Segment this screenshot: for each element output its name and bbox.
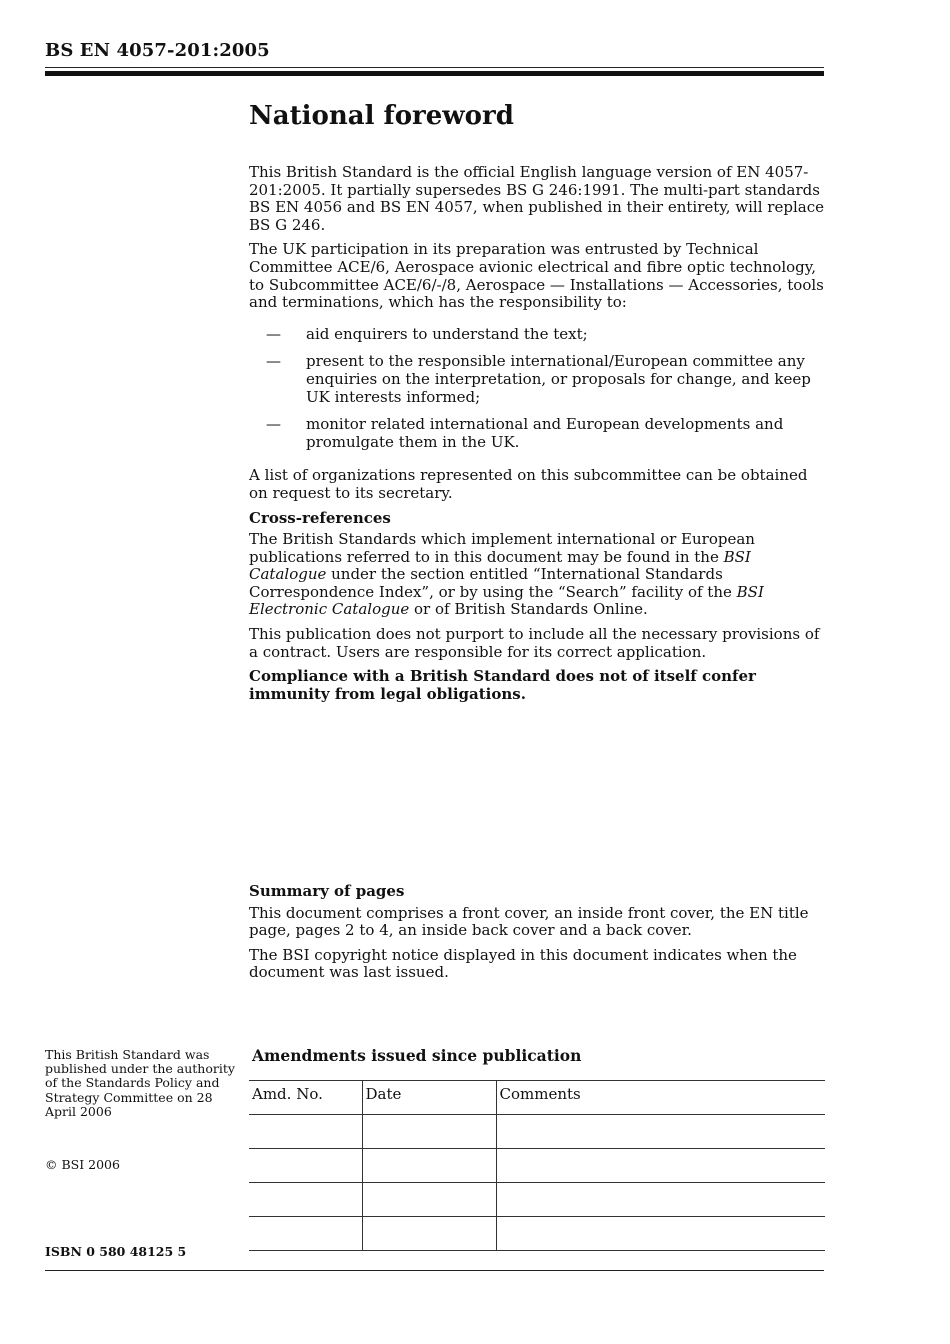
table-cell [362, 1183, 496, 1217]
text-run: The British Standards which implement international or European publications referred to in this document may be found in the [249, 530, 755, 566]
table-cell [249, 1149, 362, 1183]
header-rule-thick [45, 71, 824, 76]
amendments-title: Amendments issued since publication [252, 1046, 582, 1065]
list-dash: — [266, 415, 281, 434]
text-run: under the section entitled “International Standards Correspondence Index”, or by using the “Search” facility of the [249, 565, 737, 601]
list-item-text: monitor related international and European developments and promulgate them in the UK. [306, 415, 784, 451]
page-title: National foreword [249, 101, 514, 131]
summary-paragraph-1: This document comprises a front cover, an inside front cover, the EN title page, pages 2 to 4, an inside back cover and a back cover. [249, 903, 809, 940]
table-cell [249, 1217, 362, 1251]
summary-paragraph-2: The BSI copyright notice displayed in this document indicates when the document was last issued. [249, 945, 797, 982]
intro-paragraph-2: The UK participation in its preparation was entrusted by Technical Committee ACE/6, Aerospace avionic electrical and fibre optic technology, to Subcommittee ACE/6/-/8, Aerospace — Installations — Accessories, tools and terminations, which has the responsibility to: [249, 240, 824, 312]
list-item [249, 353, 825, 406]
table-row [249, 1149, 825, 1183]
column-header-date: Date [362, 1081, 496, 1115]
copyright-notice: © BSI 2006 [45, 1157, 120, 1172]
summary-section [249, 883, 825, 989]
table-cell [362, 1149, 496, 1183]
table-row [249, 1183, 825, 1217]
text-run: or of British Standards Online. [409, 600, 648, 619]
table-cell [249, 1183, 362, 1217]
summary-heading: Summary of pages [249, 882, 405, 900]
list-dash: — [266, 324, 281, 343]
table-cell [496, 1149, 825, 1183]
table-row [249, 1115, 825, 1149]
list-item [249, 326, 825, 344]
document-id: BS EN 4057-201:2005 [45, 40, 270, 61]
list-dash: — [266, 352, 281, 371]
bsi-electronic-catalogue-title: BSI Electronic Catalogue [249, 582, 764, 619]
table-cell [496, 1115, 825, 1149]
table-cell [362, 1217, 496, 1251]
foreword-body [249, 164, 825, 710]
table-cell [496, 1217, 825, 1251]
responsibility-list [249, 326, 825, 452]
table-cell [249, 1115, 362, 1149]
cross-references-paragraph [249, 531, 825, 619]
footer-rule [45, 1270, 824, 1271]
compliance-statement: Compliance with a British Standard does not of itself confer immunity from legal obligations. [249, 667, 756, 703]
list-item [249, 416, 825, 451]
publication-authority-note: This British Standard was published under the authority of the Standards Policy and Strategy Committee on 28 April 2006 [45, 1047, 235, 1119]
intro-paragraph-1: This British Standard is the official English language version of EN 4057-201:2005. It partially supersedes BS G 246:1991. The multi-part standards BS EN 4056 and BS EN 4057, when published in their entirety, will replace BS G 246. [249, 163, 824, 234]
bsi-catalogue-title: BSI Catalogue [249, 547, 751, 584]
header-rule-thin [45, 67, 824, 68]
column-header-comments: Comments [496, 1081, 825, 1115]
organizations-paragraph: A list of organizations represented on this subcommittee can be obtained on request to its secretary. [249, 466, 808, 502]
provisions-paragraph: This publication does not purport to include all the necessary provisions of a contract. Users are responsible for its correct application. [249, 625, 820, 661]
list-item-text: aid enquirers to understand the text; [306, 324, 588, 343]
amendments-table [249, 1080, 825, 1251]
isbn: ISBN 0 580 48125 5 [45, 1244, 187, 1259]
table-row [249, 1217, 825, 1251]
table-cell [496, 1183, 825, 1217]
table-cell [362, 1115, 496, 1149]
table-header-row [249, 1081, 825, 1115]
cross-references-heading: Cross-references [249, 508, 391, 527]
column-header-amd-no: Amd. No. [249, 1081, 362, 1115]
list-item-text: present to the responsible international/European committee any enquiries on the interpretation, or proposals for change, and keep UK interests informed; [306, 352, 811, 406]
